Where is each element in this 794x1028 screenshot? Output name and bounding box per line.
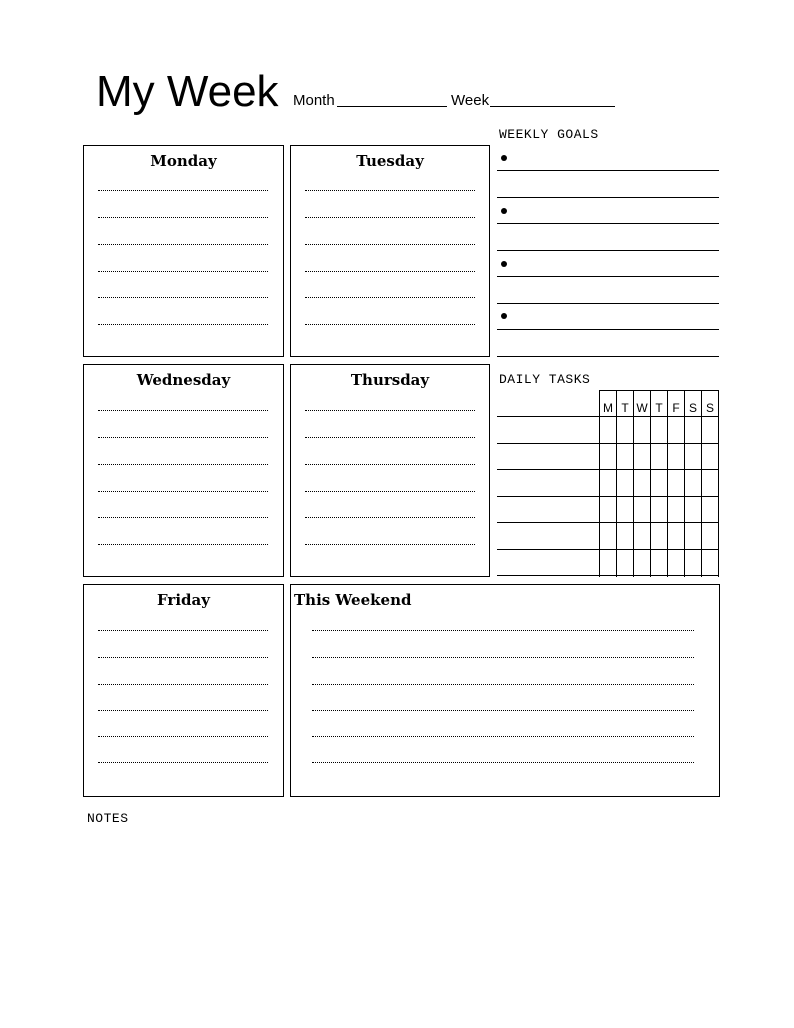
friday-line[interactable] [98, 657, 268, 658]
bullet-icon [501, 313, 507, 319]
week-label: Week [451, 92, 490, 109]
tuesday-line[interactable] [305, 217, 475, 218]
month-field[interactable] [337, 106, 447, 107]
page-title: My Week [96, 67, 279, 116]
friday-line[interactable] [98, 710, 268, 711]
task-row-line[interactable] [497, 575, 719, 576]
monday-box [83, 145, 284, 357]
tasks-col-line [701, 390, 702, 577]
weekend-line[interactable] [312, 736, 694, 737]
tuesday-line[interactable] [305, 271, 475, 272]
weekend-line[interactable] [312, 630, 694, 631]
task-row-line[interactable] [497, 416, 719, 417]
friday-line[interactable] [98, 736, 268, 737]
monday-line[interactable] [98, 324, 268, 325]
weekend-line[interactable] [312, 684, 694, 685]
task-row-line[interactable] [497, 443, 719, 444]
thursday-line[interactable] [305, 410, 475, 411]
month-label: Month [293, 92, 335, 109]
tasks-col-line [684, 390, 685, 577]
monday-line[interactable] [98, 190, 268, 191]
weekend-heading: This Weekend [294, 591, 412, 609]
col-saturday: S [688, 401, 697, 415]
task-row-line[interactable] [497, 549, 719, 550]
tasks-col-line [718, 390, 719, 577]
monday-line[interactable] [98, 217, 268, 218]
tasks-col-line [667, 390, 668, 577]
friday-line[interactable] [98, 684, 268, 685]
bullet-icon [501, 208, 507, 214]
weekend-box [290, 584, 720, 797]
tuesday-line[interactable] [305, 244, 475, 245]
goal-line[interactable] [497, 356, 719, 357]
thursday-box [290, 364, 490, 577]
bullet-icon [501, 261, 507, 267]
friday-box [83, 584, 284, 797]
notes-label: NOTES [87, 811, 129, 826]
wednesday-line[interactable] [98, 410, 268, 411]
tuesday-line[interactable] [305, 297, 475, 298]
friday-line[interactable] [98, 630, 268, 631]
col-tuesday: T [621, 401, 629, 415]
tasks-col-line [633, 390, 634, 577]
monday-line[interactable] [98, 271, 268, 272]
col-thursday: T [655, 401, 663, 415]
friday-line[interactable] [98, 762, 268, 763]
goal-line[interactable] [497, 223, 719, 224]
weekend-line[interactable] [312, 710, 694, 711]
thursday-line[interactable] [305, 544, 475, 545]
wednesday-box [83, 364, 284, 577]
thursday-line[interactable] [305, 464, 475, 465]
monday-line[interactable] [98, 244, 268, 245]
thursday-line[interactable] [305, 437, 475, 438]
task-row-line[interactable] [497, 469, 719, 470]
tuesday-line[interactable] [305, 324, 475, 325]
goal-line[interactable] [497, 329, 719, 330]
week-field[interactable] [490, 106, 615, 107]
col-wednesday: W [636, 401, 648, 415]
goal-line[interactable] [497, 170, 719, 171]
task-row-line[interactable] [497, 522, 719, 523]
thursday-line[interactable] [305, 517, 475, 518]
goal-line[interactable] [497, 276, 719, 277]
tasks-col-line [650, 390, 651, 577]
weekend-line[interactable] [312, 762, 694, 763]
bullet-icon [501, 155, 507, 161]
col-sunday: S [705, 401, 714, 415]
tuesday-box [290, 145, 490, 357]
wednesday-heading: Wednesday [136, 371, 231, 389]
monday-line[interactable] [98, 297, 268, 298]
col-friday: F [672, 401, 680, 415]
tuesday-line[interactable] [305, 190, 475, 191]
task-row-line[interactable] [497, 496, 719, 497]
tasks-col-line [599, 390, 600, 577]
tasks-col-line [616, 390, 617, 577]
thursday-heading: Thursday [350, 371, 430, 389]
weekly-goals-label: WEEKLY GOALS [499, 127, 599, 142]
thursday-line[interactable] [305, 491, 475, 492]
goal-line[interactable] [497, 197, 719, 198]
wednesday-line[interactable] [98, 517, 268, 518]
tuesday-heading: Tuesday [356, 152, 424, 170]
friday-heading: Friday [157, 591, 210, 609]
wednesday-line[interactable] [98, 544, 268, 545]
daily-tasks-label: DAILY TASKS [499, 372, 591, 387]
goal-line[interactable] [497, 250, 719, 251]
weekend-line[interactable] [312, 657, 694, 658]
monday-heading: Monday [150, 152, 217, 170]
col-monday: M [603, 401, 613, 415]
wednesday-line[interactable] [98, 437, 268, 438]
goal-line[interactable] [497, 303, 719, 304]
wednesday-line[interactable] [98, 491, 268, 492]
wednesday-line[interactable] [98, 464, 268, 465]
